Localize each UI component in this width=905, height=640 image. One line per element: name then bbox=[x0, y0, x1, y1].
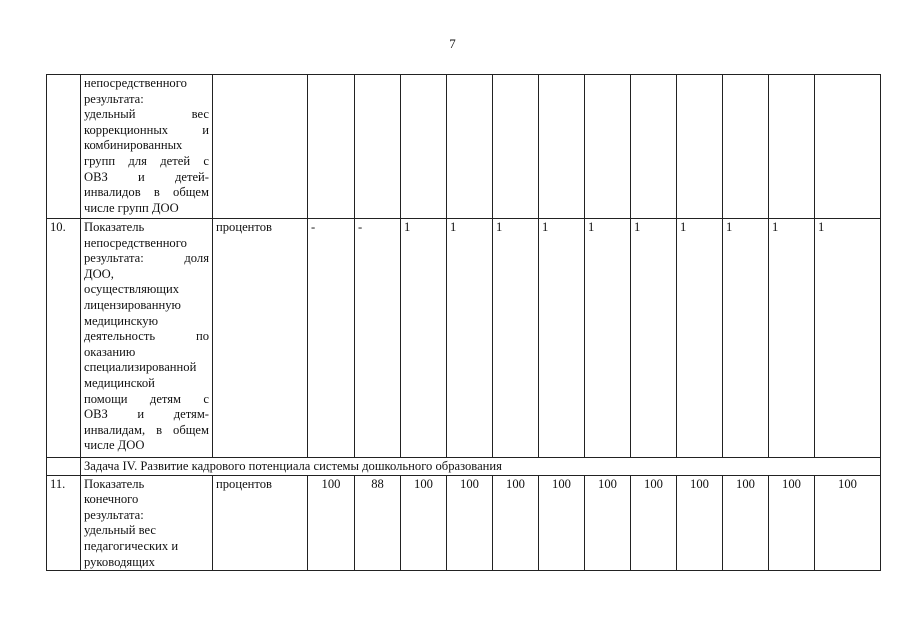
task-heading: Задача IV. Развитие кадрового потенциала системы дошкольного образования bbox=[81, 458, 881, 476]
table-row bbox=[47, 475, 881, 571]
value-cell bbox=[493, 75, 539, 219]
value-cell: 100 bbox=[769, 475, 815, 571]
value-cell bbox=[585, 75, 631, 219]
value-cell bbox=[723, 75, 769, 219]
value-cell: 1 bbox=[677, 219, 723, 458]
unit-cell: процентов bbox=[213, 219, 308, 458]
value-cell: 1 bbox=[585, 219, 631, 458]
value-cell: 100 bbox=[401, 475, 447, 571]
row-number bbox=[47, 458, 81, 476]
value-cell: 100 bbox=[631, 475, 677, 571]
value-cell bbox=[677, 75, 723, 219]
value-cell: - bbox=[308, 219, 355, 458]
value-cell: 100 bbox=[539, 475, 585, 571]
unit-cell bbox=[213, 75, 308, 219]
value-cell: 100 bbox=[815, 475, 881, 571]
value-cell bbox=[447, 75, 493, 219]
task-row bbox=[47, 458, 881, 476]
indicator-name: Показатель конечного результата: удельный вес педагогических и руководящих bbox=[81, 475, 213, 571]
table-row bbox=[47, 219, 881, 458]
value-cell: 100 bbox=[585, 475, 631, 571]
value-cell: 100 bbox=[493, 475, 539, 571]
indicator-table bbox=[46, 74, 881, 571]
value-cell bbox=[308, 75, 355, 219]
indicator-name: непосредственного результата: удельный вес коррекционных и комбинированных групп для детей с ОВЗ и детей- инвалидов в общем числе групп ДОО bbox=[81, 75, 213, 219]
value-cell: 100 bbox=[308, 475, 355, 571]
value-cell: 100 bbox=[677, 475, 723, 571]
value-cell: 100 bbox=[447, 475, 493, 571]
table-row bbox=[47, 75, 881, 219]
value-cell bbox=[401, 75, 447, 219]
row-number: 11. bbox=[47, 475, 81, 571]
value-cell: 1 bbox=[723, 219, 769, 458]
value-cell: 1 bbox=[493, 219, 539, 458]
value-cell: - bbox=[355, 219, 401, 458]
value-cell: 1 bbox=[815, 219, 881, 458]
value-cell: 88 bbox=[355, 475, 401, 571]
value-cell: 100 bbox=[723, 475, 769, 571]
value-cell: 1 bbox=[631, 219, 677, 458]
indicator-name: Показатель непосредственного результата: доля ДОО, осуществляющих лицензированную медицинскую деятельность по оказанию специализированной медицинской помощи детям с ОВЗ и детям- инвалидам, в общем числе ДОО bbox=[81, 219, 213, 458]
value-cell: 1 bbox=[401, 219, 447, 458]
value-cell bbox=[539, 75, 585, 219]
value-cell bbox=[631, 75, 677, 219]
value-cell: 1 bbox=[447, 219, 493, 458]
value-cell bbox=[769, 75, 815, 219]
page-number: 7 bbox=[449, 36, 456, 51]
unit-cell: процентов bbox=[213, 475, 308, 571]
row-number: 10. bbox=[47, 219, 81, 458]
value-cell: 1 bbox=[769, 219, 815, 458]
value-cell bbox=[355, 75, 401, 219]
value-cell: 1 bbox=[539, 219, 585, 458]
value-cell bbox=[815, 75, 881, 219]
row-number bbox=[47, 75, 81, 219]
